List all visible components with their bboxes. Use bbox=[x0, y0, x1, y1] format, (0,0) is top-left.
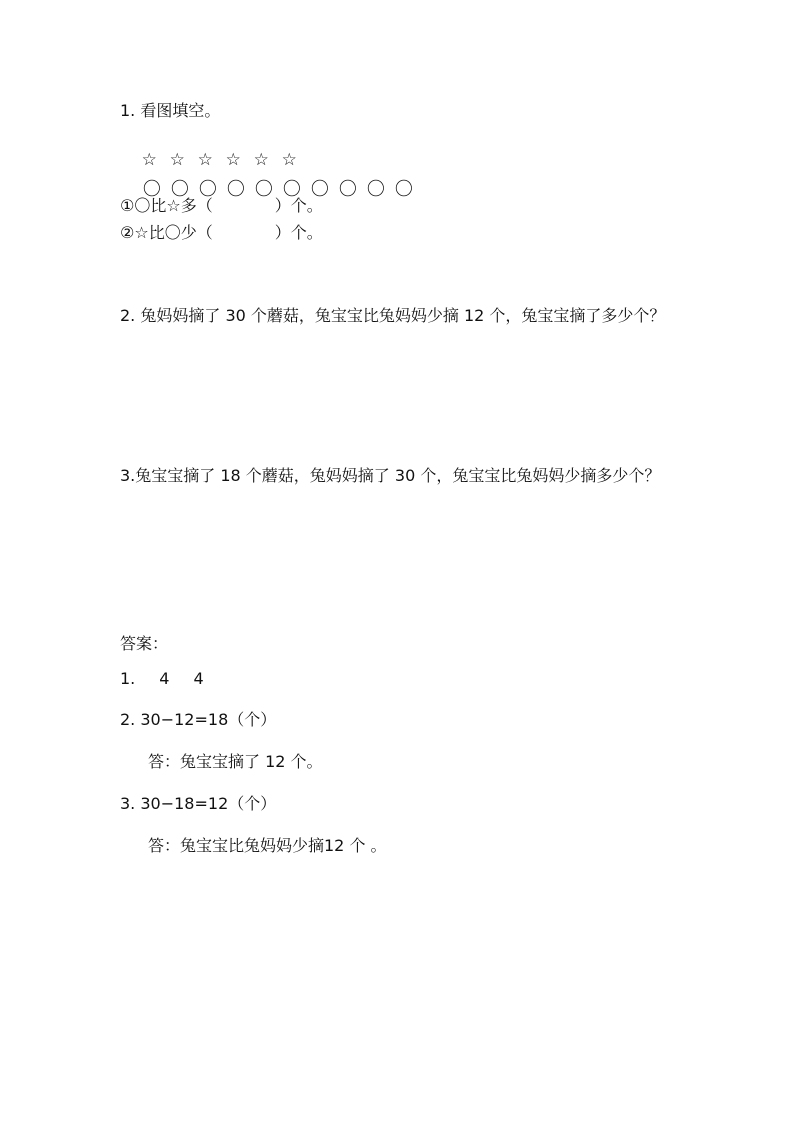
answer-2-formula: 2. 30−12=18（个） bbox=[120, 710, 277, 729]
star-icon: ☆ bbox=[281, 150, 297, 170]
sub-a-suffix: ）个。 bbox=[274, 196, 323, 215]
star-icon: ☆ bbox=[197, 150, 213, 170]
question-1-sub-b bbox=[120, 223, 323, 243]
circle-icon: 〇 bbox=[170, 179, 189, 200]
star-icon: ☆ bbox=[225, 150, 241, 170]
star-icon: ☆ bbox=[253, 150, 269, 170]
answer-1-value-2: 4 bbox=[193, 669, 204, 688]
answer-3-formula: 3. 30−18=12（个） bbox=[120, 794, 277, 813]
answers-title: 答案： bbox=[120, 634, 169, 653]
sub-a-prefix: ①〇比☆多（ bbox=[120, 196, 213, 215]
star-icon: ☆ bbox=[141, 150, 157, 170]
circle-icon: 〇 bbox=[282, 179, 301, 200]
answer-1 bbox=[120, 669, 204, 689]
question-1-title: 1. 看图填空。 bbox=[120, 101, 221, 120]
question-1-sub-a bbox=[120, 196, 323, 216]
star-icon: ☆ bbox=[169, 150, 185, 170]
sub-b-prefix: ②☆比〇少（ bbox=[120, 223, 213, 242]
answer-2-reply: 答：兔宝宝摘了 12 个。 bbox=[148, 752, 323, 771]
answer-1-label: 1. bbox=[120, 669, 136, 688]
circle-icon: 〇 bbox=[226, 179, 245, 200]
circle-icon: 〇 bbox=[338, 179, 357, 200]
circle-icon: 〇 bbox=[254, 179, 273, 200]
answer-3-reply: 答：兔宝宝比兔妈妈少摘12 个 。 bbox=[148, 836, 387, 855]
circle-icon: 〇 bbox=[366, 179, 385, 200]
sub-b-suffix: ）个。 bbox=[274, 223, 323, 242]
circle-icon: 〇 bbox=[142, 179, 161, 200]
answer-1-value-1: 4 bbox=[159, 669, 170, 688]
question-2-text: 2. 兔妈妈摘了 30 个蘑菇，兔宝宝比兔妈妈少摘 12 个，兔宝宝摘了多少个？ bbox=[120, 306, 666, 325]
circle-icon: 〇 bbox=[310, 179, 329, 200]
circle-icon: 〇 bbox=[198, 179, 217, 200]
question-3-text: 3.兔宝宝摘了 18 个蘑菇，兔妈妈摘了 30 个，兔宝宝比兔妈妈少摘多少个？ bbox=[120, 466, 661, 485]
circle-icon: 〇 bbox=[394, 179, 413, 200]
